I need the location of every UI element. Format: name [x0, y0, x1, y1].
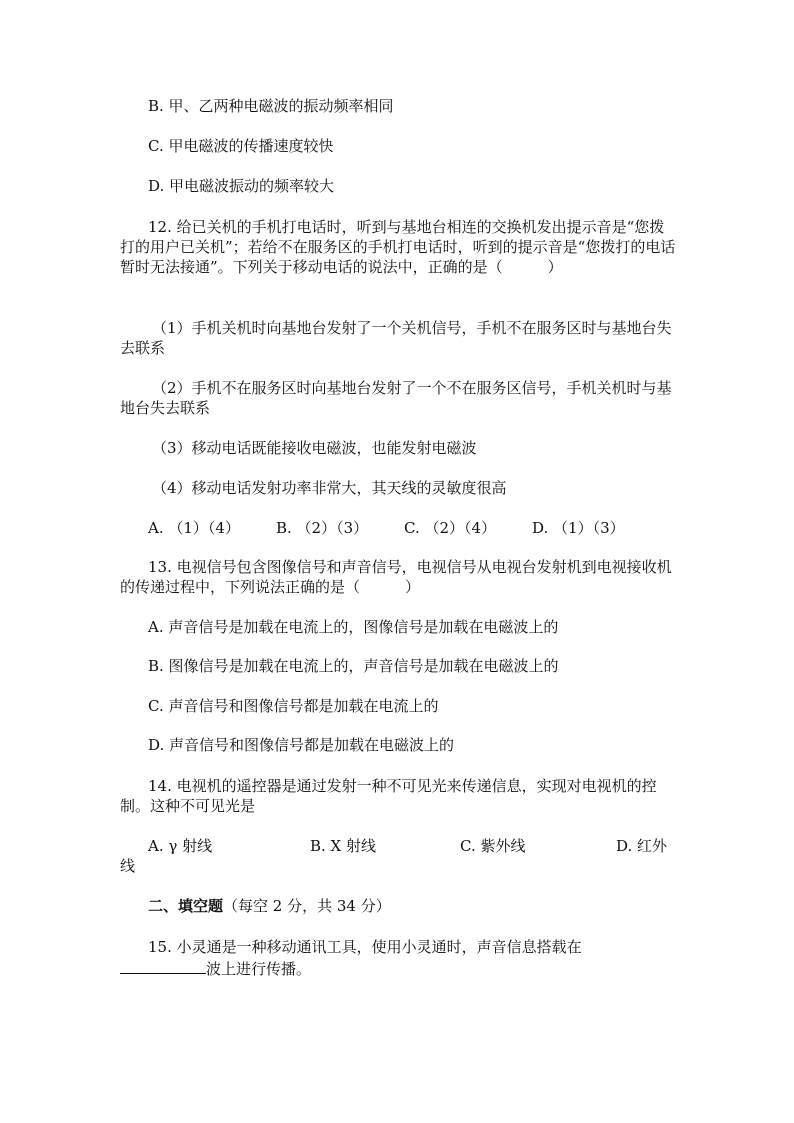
- q12-statement-2: （2）手机不在服务区时向基地台发射了一个不在服务区信号，手机关机时与基地台失去联系: [120, 379, 672, 417]
- q12-stem: 12. 给已关机的手机打电话时，听到与基地台相连的交换机发出提示音是“您拨打的用户已关机”；若给不在服务区的手机打电话时，听到的提示音是“您拨打的电话暂时无法接通”。下列关于移动电话的说法中，正确的是（ ）: [120, 218, 676, 276]
- q12-option-a: A. （1）（4）: [148, 519, 240, 537]
- section-note: （每空 2 分，共 34 分）: [223, 897, 391, 915]
- q15-answer-blank[interactable]: [120, 957, 206, 974]
- q15-continuation: [120, 957, 676, 979]
- q14-option-d-wrap: 线: [120, 857, 136, 875]
- q13-stem: 13. 电视信号包含图像信号和声音信号，电视信号从电视台发射机到电视接收机的传递过程中，下列说法正确的是（ ）: [120, 558, 672, 596]
- q14-option-b: B. X 射线: [310, 837, 377, 855]
- q13-option-b: B. 图像信号是加载在电流上的，声音信号是加载在电磁波上的: [148, 657, 559, 675]
- q12-option-b: B. （2）（3）: [276, 519, 369, 537]
- q14-option-d: D. 红外: [616, 837, 668, 855]
- q15-stem: 15. 小灵通是一种移动通讯工具，使用小灵通时，声音信息搭载在: [148, 938, 582, 956]
- q12-statement-1: （1）手机关机时向基地台发射了一个关机信号，手机不在服务区时与基地台失去联系: [120, 319, 672, 357]
- q13-option-c: C. 声音信号和图像信号都是加载在电流上的: [148, 697, 439, 715]
- q14-option-c: C. 紫外线: [460, 837, 526, 855]
- q13-option-a: A. 声音信号是加载在电流上的，图像信号是加载在电磁波上的: [148, 618, 559, 636]
- q15-after-blank: 波上进行传播。: [206, 960, 312, 978]
- q11-option-c: C. 甲电磁波的传播速度较快: [148, 137, 334, 155]
- q11-option-b: B. 甲、乙两种电磁波的振动频率相同: [148, 97, 394, 115]
- q12-statement-3: （3）移动电话既能接收电磁波，也能发射电磁波: [152, 439, 477, 457]
- q12-statement-4: （4）移动电话发射功率非常大，其天线的灵敏度很高: [152, 479, 507, 497]
- q14-option-a: A. γ 射线: [148, 837, 213, 855]
- q12-option-d: D. （1）（3）: [532, 519, 625, 537]
- q12-option-c: C. （2）（4）: [404, 519, 497, 537]
- q14-stem: 14. 电视机的遥控器是通过发射一种不可见光来传递信息，实现对电视机的控制。这种不可见光是: [120, 777, 657, 815]
- q13-option-d: D. 声音信号和图像信号都是加载在电磁波上的: [148, 736, 455, 754]
- q11-option-d: D. 甲电磁波振动的频率较大: [148, 177, 335, 195]
- section-heading: [120, 896, 676, 916]
- section-title: 二、填空题: [148, 897, 224, 915]
